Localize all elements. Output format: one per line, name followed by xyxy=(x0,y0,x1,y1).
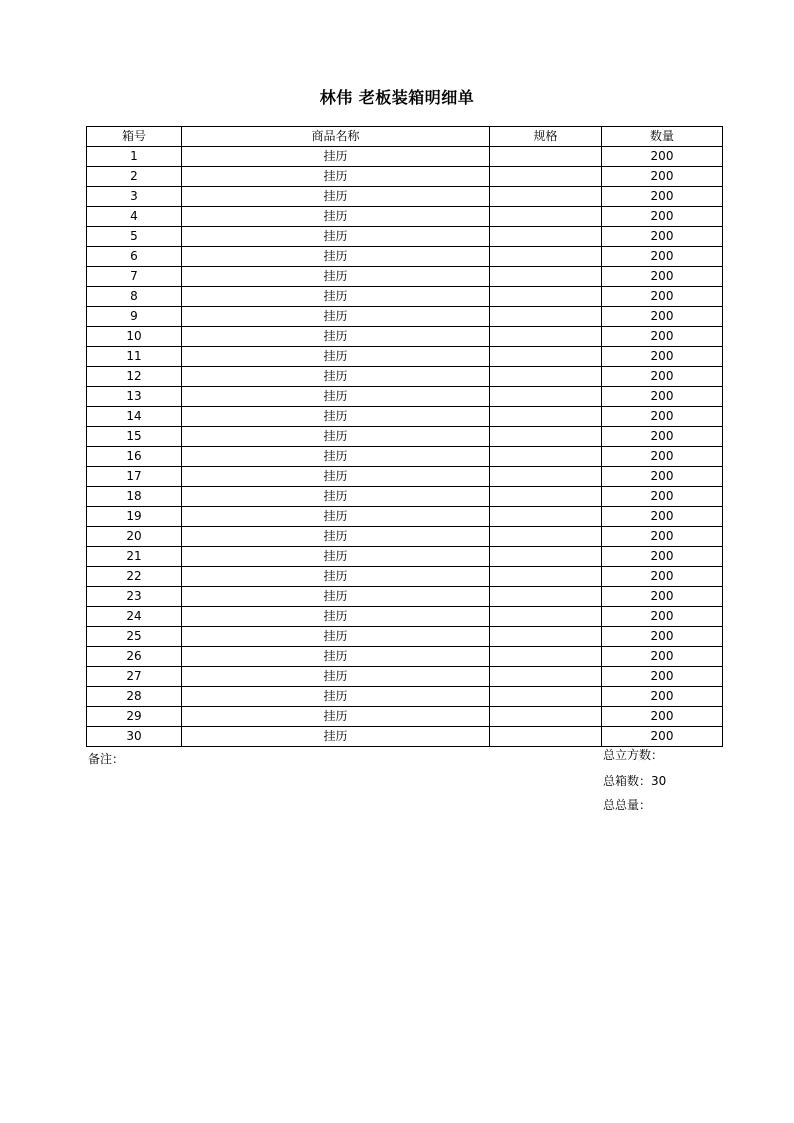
cell-product-name: 挂历 xyxy=(182,627,490,647)
cell-spec xyxy=(490,427,602,447)
cell-quantity: 200 xyxy=(602,207,723,227)
cell-spec xyxy=(490,267,602,287)
cell-product-name: 挂历 xyxy=(182,427,490,447)
packing-list-table xyxy=(86,126,723,747)
cell-product-name: 挂历 xyxy=(182,727,490,747)
cell-box-no: 19 xyxy=(87,507,182,527)
cell-spec xyxy=(490,347,602,367)
cell-quantity: 200 xyxy=(602,527,723,547)
cell-box-no: 25 xyxy=(87,627,182,647)
cell-product-name: 挂历 xyxy=(182,267,490,287)
cell-quantity: 200 xyxy=(602,227,723,247)
table-row xyxy=(87,187,723,207)
cell-spec xyxy=(490,647,602,667)
cell-box-no: 1 xyxy=(87,147,182,167)
cell-box-no: 30 xyxy=(87,727,182,747)
total-boxes xyxy=(603,773,666,789)
table-row xyxy=(87,647,723,667)
cell-product-name: 挂历 xyxy=(182,687,490,707)
cell-product-name: 挂历 xyxy=(182,247,490,267)
table-row xyxy=(87,527,723,547)
cell-product-name: 挂历 xyxy=(182,447,490,467)
cell-quantity: 200 xyxy=(602,287,723,307)
cell-box-no: 3 xyxy=(87,187,182,207)
cell-product-name: 挂历 xyxy=(182,387,490,407)
cell-box-no: 20 xyxy=(87,527,182,547)
table-row xyxy=(87,227,723,247)
cell-spec xyxy=(490,447,602,467)
cell-quantity: 200 xyxy=(602,507,723,527)
cell-product-name: 挂历 xyxy=(182,527,490,547)
cell-box-no: 10 xyxy=(87,327,182,347)
cell-spec xyxy=(490,247,602,267)
cell-box-no: 21 xyxy=(87,547,182,567)
cell-quantity: 200 xyxy=(602,567,723,587)
cell-product-name: 挂历 xyxy=(182,167,490,187)
cell-product-name: 挂历 xyxy=(182,187,490,207)
cell-box-no: 12 xyxy=(87,367,182,387)
table-row xyxy=(87,267,723,287)
cell-quantity: 200 xyxy=(602,387,723,407)
cell-spec xyxy=(490,167,602,187)
cell-quantity: 200 xyxy=(602,627,723,647)
table-row xyxy=(87,347,723,367)
table-row xyxy=(87,547,723,567)
cell-spec xyxy=(490,667,602,687)
cell-product-name: 挂历 xyxy=(182,227,490,247)
table-row xyxy=(87,667,723,687)
cell-spec xyxy=(490,327,602,347)
table-row xyxy=(87,367,723,387)
cell-box-no: 4 xyxy=(87,207,182,227)
table-row xyxy=(87,567,723,587)
cell-quantity: 200 xyxy=(602,267,723,287)
cell-box-no: 11 xyxy=(87,347,182,367)
table-row xyxy=(87,407,723,427)
cell-quantity: 200 xyxy=(602,587,723,607)
cell-product-name: 挂历 xyxy=(182,347,490,367)
cell-quantity: 200 xyxy=(602,447,723,467)
table-row xyxy=(87,167,723,187)
cell-spec xyxy=(490,367,602,387)
cell-box-no: 5 xyxy=(87,227,182,247)
cell-spec xyxy=(490,707,602,727)
table-body xyxy=(87,147,723,747)
cell-spec xyxy=(490,207,602,227)
cell-box-no: 22 xyxy=(87,567,182,587)
cell-product-name: 挂历 xyxy=(182,467,490,487)
cell-spec xyxy=(490,527,602,547)
cell-spec xyxy=(490,187,602,207)
cell-box-no: 8 xyxy=(87,287,182,307)
cell-quantity: 200 xyxy=(602,327,723,347)
cell-product-name: 挂历 xyxy=(182,507,490,527)
cell-product-name: 挂历 xyxy=(182,327,490,347)
cell-quantity: 200 xyxy=(602,727,723,747)
cell-product-name: 挂历 xyxy=(182,367,490,387)
table-row xyxy=(87,327,723,347)
table-row xyxy=(87,507,723,527)
cell-box-no: 16 xyxy=(87,447,182,467)
cell-product-name: 挂历 xyxy=(182,587,490,607)
cell-spec xyxy=(490,587,602,607)
table-row xyxy=(87,287,723,307)
cell-quantity: 200 xyxy=(602,147,723,167)
cell-quantity: 200 xyxy=(602,427,723,447)
table-header-row xyxy=(87,127,723,147)
cell-spec xyxy=(490,227,602,247)
header-box-no: 箱号 xyxy=(87,127,182,147)
cell-box-no: 23 xyxy=(87,587,182,607)
cell-quantity: 200 xyxy=(602,187,723,207)
table-row xyxy=(87,387,723,407)
header-spec: 规格 xyxy=(490,127,602,147)
cell-spec xyxy=(490,467,602,487)
table-row xyxy=(87,447,723,467)
cell-spec xyxy=(490,487,602,507)
table-row xyxy=(87,687,723,707)
cell-box-no: 28 xyxy=(87,687,182,707)
table-row xyxy=(87,467,723,487)
table-row xyxy=(87,427,723,447)
cell-box-no: 15 xyxy=(87,427,182,447)
cell-spec xyxy=(490,147,602,167)
cell-spec xyxy=(490,387,602,407)
cell-spec xyxy=(490,727,602,747)
cell-spec xyxy=(490,547,602,567)
cell-quantity: 200 xyxy=(602,607,723,627)
cell-product-name: 挂历 xyxy=(182,307,490,327)
cell-box-no: 27 xyxy=(87,667,182,687)
cell-spec xyxy=(490,567,602,587)
header-quantity: 数量 xyxy=(602,127,723,147)
cell-spec xyxy=(490,507,602,527)
cell-spec xyxy=(490,607,602,627)
remark-label: 备注： xyxy=(88,752,125,766)
cell-box-no: 24 xyxy=(87,607,182,627)
cell-quantity: 200 xyxy=(602,247,723,267)
table-row xyxy=(87,247,723,267)
cell-product-name: 挂历 xyxy=(182,547,490,567)
header-product-name: 商品名称 xyxy=(182,127,490,147)
cell-spec xyxy=(490,627,602,647)
cell-product-name: 挂历 xyxy=(182,147,490,167)
total-volume-label: 总立方数： xyxy=(603,748,664,762)
cell-box-no: 29 xyxy=(87,707,182,727)
cell-spec xyxy=(490,687,602,707)
cell-box-no: 9 xyxy=(87,307,182,327)
cell-spec xyxy=(490,287,602,307)
table-row xyxy=(87,307,723,327)
cell-quantity: 200 xyxy=(602,367,723,387)
cell-box-no: 13 xyxy=(87,387,182,407)
cell-box-no: 26 xyxy=(87,647,182,667)
cell-quantity: 200 xyxy=(602,667,723,687)
cell-box-no: 17 xyxy=(87,467,182,487)
cell-spec xyxy=(490,407,602,427)
cell-box-no: 18 xyxy=(87,487,182,507)
cell-product-name: 挂历 xyxy=(182,407,490,427)
cell-box-no: 7 xyxy=(87,267,182,287)
cell-product-name: 挂历 xyxy=(182,647,490,667)
cell-quantity: 200 xyxy=(602,347,723,367)
cell-quantity: 200 xyxy=(602,467,723,487)
cell-box-no: 14 xyxy=(87,407,182,427)
cell-quantity: 200 xyxy=(602,487,723,507)
table-row xyxy=(87,587,723,607)
cell-product-name: 挂历 xyxy=(182,607,490,627)
table-row xyxy=(87,607,723,627)
cell-box-no: 6 xyxy=(87,247,182,267)
total-weight-label: 总总量： xyxy=(603,798,652,812)
table-row xyxy=(87,627,723,647)
cell-quantity: 200 xyxy=(602,707,723,727)
table-row xyxy=(87,207,723,227)
cell-product-name: 挂历 xyxy=(182,287,490,307)
document-title: 林伟 老板装箱明细单 xyxy=(319,88,475,107)
table-row xyxy=(87,727,723,747)
table-row xyxy=(87,707,723,727)
cell-product-name: 挂历 xyxy=(182,487,490,507)
total-boxes-value: 30 xyxy=(651,774,667,788)
cell-box-no: 2 xyxy=(87,167,182,187)
cell-quantity: 200 xyxy=(602,687,723,707)
cell-quantity: 200 xyxy=(602,307,723,327)
cell-quantity: 200 xyxy=(602,167,723,187)
cell-product-name: 挂历 xyxy=(182,567,490,587)
cell-quantity: 200 xyxy=(602,547,723,567)
cell-quantity: 200 xyxy=(602,647,723,667)
cell-product-name: 挂历 xyxy=(182,207,490,227)
cell-quantity: 200 xyxy=(602,407,723,427)
cell-product-name: 挂历 xyxy=(182,707,490,727)
total-boxes-label: 总箱数： xyxy=(603,774,652,788)
cell-product-name: 挂历 xyxy=(182,667,490,687)
cell-spec xyxy=(490,307,602,327)
table-row xyxy=(87,487,723,507)
table-row xyxy=(87,147,723,167)
